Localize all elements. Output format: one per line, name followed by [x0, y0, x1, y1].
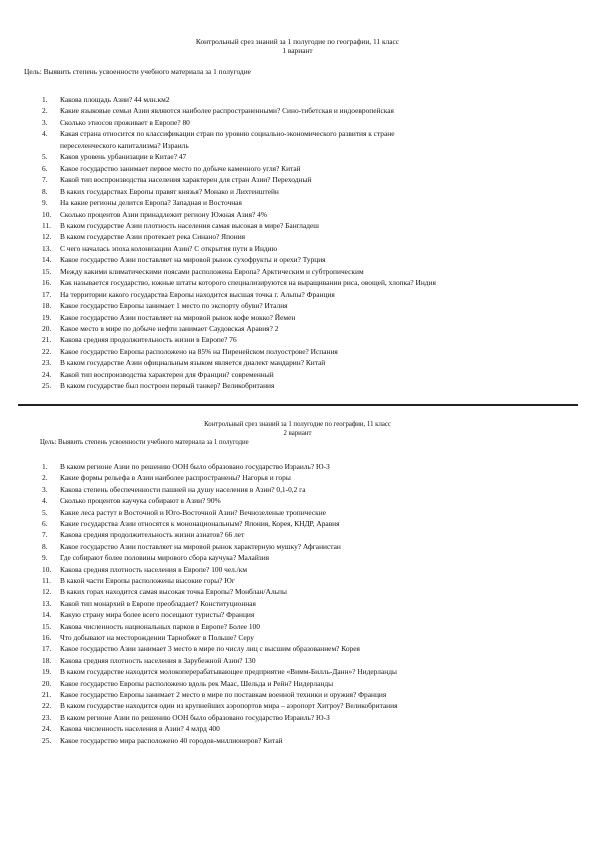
question-number: 20.	[42, 324, 52, 333]
question-text: Какова средняя продолжительность жизни в Европе? 76	[60, 335, 237, 345]
question-number: 11.	[42, 576, 51, 585]
variant1-subtitle: 1 вариант	[282, 46, 313, 55]
question-text: Какая страна относится по классификации стран по уровню социально-экономического развития к стране	[60, 129, 395, 139]
question-number: 19.	[42, 312, 52, 322]
question-text: В каком государстве Азии протекает река Синано? Япония	[60, 232, 246, 242]
question-text: Какое государство Европы занимает 1 место по экспорту обуви? Италия	[60, 301, 288, 311]
question-number: 24.	[42, 369, 52, 379]
question-text: Каков уровень урбанизации в Китае? 47	[60, 152, 187, 162]
question-text: Между какими климатическими поясами расположена Европа? Арктическим и субтропическим	[60, 266, 364, 276]
question-number: 19.	[42, 667, 52, 677]
question-text: Какое государство занимает первое место по добыче каменного угля? Китай	[60, 163, 301, 173]
question-text: В каком государстве находится молокоперерабатывающее предприятие «Вимм-Билль-Данн»? Нидерланды	[60, 667, 397, 677]
question-number: 5.	[42, 152, 48, 162]
question-text: В какой части Европы расположены высокие горы? Юг	[60, 576, 235, 585]
question-number: 23.	[42, 712, 52, 722]
question-number: 9.	[42, 198, 48, 208]
question-number: 16.	[42, 278, 52, 288]
question-text: Какое государство Азии поставляет на мировой рынок характерную мушку? Афганистан	[60, 541, 341, 551]
question-text: Какие языковые семьи Азии являются наиболее распространенными? Сино-тибетская и индоевропейская	[60, 106, 394, 116]
question-number: 2.	[42, 473, 48, 483]
question-text: Какое государство Европы занимает 2 место в мире по поставкам военной техники и оружия? Франция	[60, 690, 387, 699]
question-text: Какова средняя плотность населения в Зарубежной Азии? 130	[60, 655, 256, 665]
question-text: В каком государстве находится один из крупнейших аэропортов мира – аэропорт Хитроу? Великобритания	[60, 701, 398, 711]
variant2-title: Контрольный срез знаний за 1 полугодие по географии, 11 класс	[204, 421, 391, 428]
question-number: 13.	[42, 598, 52, 608]
variant2-goal: Цель: Выявить степень усвоенности учебного материала за 1 полугодие	[40, 439, 249, 446]
question-number: 23.	[42, 358, 52, 368]
question-number: 21.	[42, 335, 52, 345]
question-number: 5.	[42, 507, 48, 517]
question-number: 17.	[42, 644, 52, 654]
question-text: Какое государство Азии поставляет на мировой рынок сухофрукты и орехи? Турция	[60, 255, 326, 265]
variant1-title: Контрольный срез знаний за 1 полугодие по географии, 11 класс	[195, 37, 400, 46]
question-number: 3.	[42, 117, 48, 127]
question-text: Какова численность национальных парков в Европе? Более 100	[60, 621, 260, 631]
question-text: В каких государствах Европы правят князья? Монако и Лихтенштейн	[60, 186, 279, 196]
question-text: Какие государства Азии относятся к мононациональным? Япония, Корея, КНДР, Аравия	[60, 519, 340, 528]
question-text: В каком регионе Азии по решению ООН было образовано государство Израиль? Ю-З	[60, 462, 330, 471]
question-number: 16.	[42, 633, 52, 642]
question-number: 4.	[42, 496, 48, 506]
question-text: Сколько этносов проживает в Европе? 80	[60, 117, 190, 127]
question-text: В каких горах находится самая высокая точка Европы? Монблан/Альпы	[60, 587, 287, 597]
question-number: 18.	[42, 301, 52, 311]
question-text: С чего началась эпоха колонизации Азии? С открытия пути в Индию	[60, 243, 278, 253]
question-number: 10.	[42, 209, 52, 219]
question-number: 6.	[42, 163, 48, 173]
question-number: 17.	[42, 289, 52, 299]
question-text: Какие формы рельефа в Азии наиболее распространены? Нагорья и горы	[60, 473, 291, 483]
question-text: В каком государстве Азии плотность населения самая высокая в мире? Бангладеш	[60, 220, 319, 230]
question-text: Какой тип монархий в Европе преобладает? Конституционная	[60, 598, 256, 608]
question-text: В каком государстве был построен первый танкер? Великобритания	[60, 381, 275, 391]
question-number: 6.	[42, 519, 48, 528]
section-divider	[18, 404, 578, 406]
question-number: 3.	[42, 484, 48, 494]
question-number: 12.	[42, 232, 52, 242]
question-number: 22.	[42, 346, 52, 356]
question-number: 10.	[42, 564, 52, 574]
question-number: 12.	[42, 587, 52, 597]
question-number: 14.	[42, 255, 52, 265]
question-number: 15.	[42, 266, 52, 276]
variant1-goal: Цель: Выявить степень усвоенности учебного материала за 1 полугодие	[24, 67, 251, 76]
question-text: Сколько процентов каучука собирают в Азии? 90%	[60, 496, 221, 506]
question-number: 18.	[42, 655, 52, 665]
variant2-subtitle: 2 вариант	[283, 430, 312, 437]
question-number: 25.	[42, 381, 52, 391]
question-text: Какова численность населения в Азии? 4 млрд 400	[60, 724, 220, 734]
question-text: Сколько процентов Азии принадлежит региону Южная Азия? 4%	[60, 209, 268, 219]
question-text: В каком государстве Азии официальным языком является диалект мандарин? Китай	[60, 358, 326, 368]
question-number: 24.	[42, 724, 52, 734]
question-number: 8.	[42, 541, 48, 551]
question-number: 15.	[42, 621, 52, 631]
question-text: Какое место в мире по добыче нефти занимает Саудовская Аравия? 2	[60, 324, 279, 333]
question-text: Какое государство Азии поставляет на мировой рынок кофе мокко? Йемен	[60, 312, 296, 322]
question-number: 14.	[42, 610, 52, 620]
question-number: 4.	[42, 129, 48, 139]
question-text: Какой тип воспроизводства населения характерен для стран Азии? Переходный	[60, 175, 312, 185]
question-text: Какой тип воспроизводства характерен для Франции? современный	[60, 369, 274, 379]
question-number: 11.	[42, 220, 51, 230]
question-number: 21.	[42, 690, 52, 699]
question-text: Какое государство Азии занимает 3 место в мире по числу лиц с высшим образованием? Корея	[60, 644, 360, 654]
question-text: В каком регионе Азии по решению ООН было образовано государство Израиль? Ю-З	[60, 712, 330, 722]
question-number: 25.	[42, 735, 52, 745]
question-text: Какие леса растут в Восточной и Юго-Восточной Азии? Вечнозеленые тропические	[60, 507, 326, 517]
question-number: 1.	[42, 462, 48, 471]
question-text: Какое государство Европы расположено вдоль рек Маас, Шельда и Рейн? Нидерланды	[60, 678, 334, 688]
question-number: 7.	[42, 175, 48, 185]
question-text: Какова средняя плотность населения в Европе? 100 чел./км	[60, 564, 247, 574]
question-text: Какую страну мира более всего посещают туристы? Франция	[60, 610, 255, 620]
question-number: 7.	[42, 530, 48, 540]
question-number: 20.	[42, 678, 52, 688]
question-number: 22.	[42, 701, 52, 711]
question-text: Что добывают на месторождении Тарнобжег в Польше? Серу	[60, 633, 254, 642]
question-text: Какова степень обеспеченности пашней на душу населения в Азии? 0,1-0,2 га	[60, 484, 306, 494]
question-text: переселенческого капитализма? Израиль	[60, 140, 189, 150]
question-text: Как называется государство, южные штаты которого специализируются на выращивании риса, овощей, хлопка? Индия	[60, 278, 436, 288]
question-text: На территории какого государства Европы находится высшая точка г. Альпы? Франция	[60, 289, 335, 299]
question-number: 13.	[42, 243, 52, 253]
question-text: Какое государство мира расположено 40 городов-миллионеров? Китай	[60, 735, 283, 745]
question-number: 8.	[42, 186, 48, 196]
question-text: Какое государство Европы расположено на 85% на Пиренейском полуострове? Испания	[60, 346, 338, 356]
question-text: Какова площадь Азии? 44 млн.км2	[60, 95, 170, 104]
question-number: 9.	[42, 553, 48, 563]
question-text: Какова средняя продолжительность жизни азиатов? 66 лет	[60, 530, 245, 540]
question-text: Где собирают более половины мирового сбора каучука? Малайзия	[60, 553, 270, 563]
question-number: 2.	[42, 106, 48, 116]
question-text: На какие регионы делится Европа? Западная и Восточная	[60, 198, 242, 208]
question-number: 1.	[42, 95, 48, 104]
